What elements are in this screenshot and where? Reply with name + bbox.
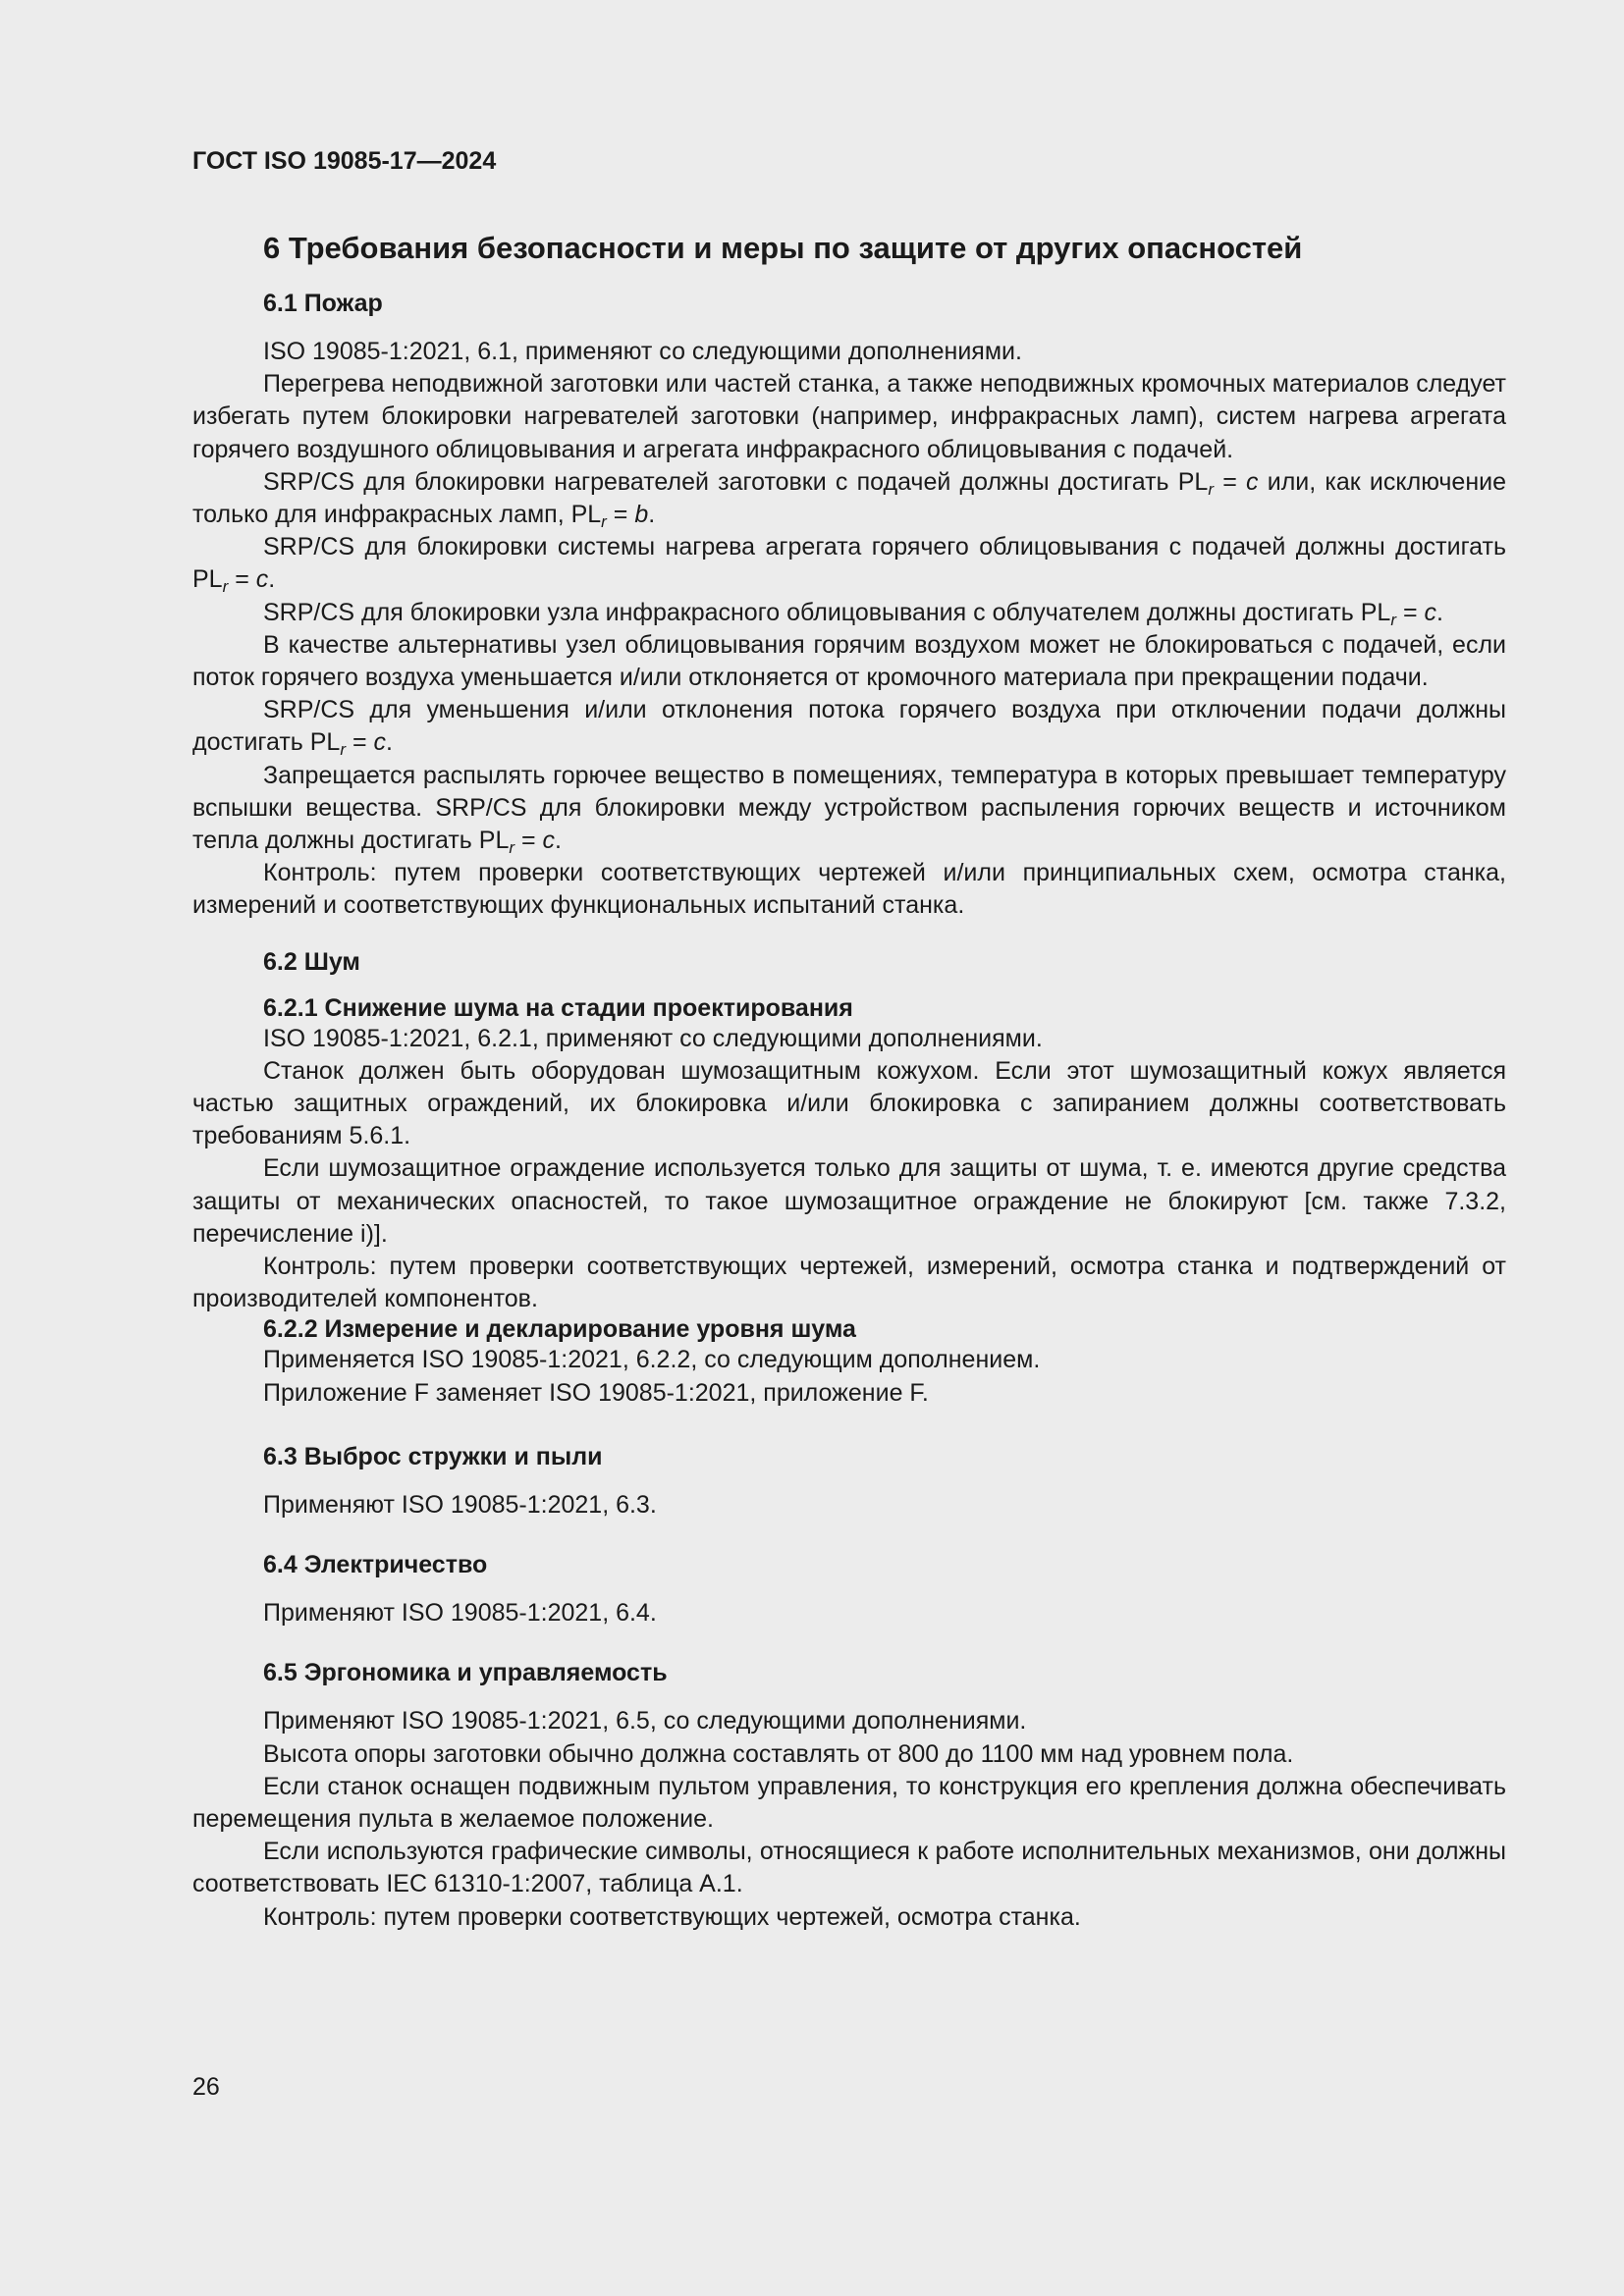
paragraph: Если шумозащитное ограждение используется только для защиты от шума, т. е. имеются другие средства защиты от механических опасностей, то такое шумозащитное ограждение не блокируют [см. также 7.3.2, перечисление i)]. xyxy=(192,1154,1506,1248)
section-6-4-heading: 6.4 Электричество xyxy=(263,1551,488,1579)
paragraph: Применяют ISO 19085-1:2021, 6.3. xyxy=(263,1490,657,1519)
paragraph: Перегрева неподвижной заготовки или частей станка, а также неподвижных кромочных материалов следует избегать путем блокировки нагревателей заготовки (например, инфракрасных ламп), систем нагрева агрегата горячего воздушного облицовывания и агрегата инфракрасного облицовывания с подачей. xyxy=(192,370,1506,463)
paragraph: Контроль: путем проверки соответствующих чертежей, осмотра станка. xyxy=(263,1902,1081,1931)
paragraph: ISO 19085-1:2021, 6.2.1, применяют со следующими дополнениями. xyxy=(263,1024,1043,1052)
paragraph: SRP/CS для блокировки системы нагрева агрегата горячего облицовывания с подачей должны достигать $PL_r = c$. xyxy=(192,533,1506,597)
paragraph: В качестве альтернативы узел облицовывания горячим воздухом может не блокироваться с подачей, если поток горячего воздуха уменьшается и/или отклоняется от кромочного материала при прекращении подачи. xyxy=(192,630,1506,692)
paragraph: SRP/CS для уменьшения и/или отклонения потока горячего воздуха при отключении подачи должны достигать $PL_r = c$. xyxy=(192,696,1506,760)
paragraph: Контроль: путем проверки соответствующих чертежей, измерений, осмотра станка и подтверждений от производителей компонентов. xyxy=(192,1253,1506,1313)
paragraph: Запрещается распылять горючее вещество в помещениях, температура в которых превышает температуру вспышки вещества. SRP/CS для блокировки между устройством распыления горючих веществ и источником тепла должны достигать $PL_r = c$. xyxy=(192,761,1506,858)
paragraph: SRP/CS для блокировки нагревателей заготовки с подачей должны достигать $PL_r = c$ или, как исключение только для инфракрасных ламп, $PL_r = b$. xyxy=(192,467,1507,532)
paragraph: Если используются графические символы, относящиеся к работе исполнительных механизмов, они должны соответствовать IEC 61310-1:2007, таблица А.1. xyxy=(192,1838,1506,1898)
paragraph: ISO 19085-1:2021, 6.1, применяют со следующими дополнениями. xyxy=(263,338,1022,365)
section-6-3-heading: 6.3 Выброс стружки и пыли xyxy=(263,1442,603,1470)
section-6-2-1-heading: 6.2.1 Снижение шума на стадии проектирования xyxy=(263,993,853,1022)
paragraph: Высота опоры заготовки обычно должна составлять от 800 до 1100 мм над уровнем пола. xyxy=(263,1739,1294,1768)
section-6-1-heading: 6.1 Пожар xyxy=(263,290,383,317)
paragraph: Если станок оснащен подвижным пультом управления, то конструкция его крепления должна обеспечивать перемещения пульта в желаемое положение. xyxy=(192,1772,1506,1833)
section-6-2-heading: 6.2 Шум xyxy=(263,947,360,976)
section-6-2-2-heading: 6.2.2 Измерение и декларирование уровня шума xyxy=(263,1315,856,1344)
section-6-heading: 6 Требования безопасности и меры по защите от других опасностей xyxy=(263,231,1303,265)
paragraph: Контроль: путем проверки соответствующих чертежей и/или принципиальных схем, осмотра станка, измерений и соответствующих функциональных испытаний станка. xyxy=(192,859,1506,920)
paragraph: SRP/CS для блокировки узла инфракрасного облицовывания с облучателем должны достигать $PL_r = c$. xyxy=(263,598,1443,629)
page-number: 26 xyxy=(192,2073,220,2101)
document-code-header: ГОСТ ISO 19085-17—2024 xyxy=(192,147,497,175)
document-page xyxy=(192,147,1506,1934)
paragraph: Применяют ISO 19085-1:2021, 6.4. xyxy=(263,1599,657,1628)
paragraph: Применяется ISO 19085-1:2021, 6.2.2, со следующим дополнением. xyxy=(263,1346,1041,1374)
section-6-5-heading: 6.5 Эргономика и управляемость xyxy=(263,1659,668,1687)
paragraph: Приложение F заменяет ISO 19085-1:2021, приложение F. xyxy=(263,1378,929,1407)
paragraph: Станок должен быть оборудован шумозащитным кожухом. Если этот шумозащитный кожух является частью защитных ограждений, их блокировка и/или блокировка с запиранием должны соответствовать требованиям 5.6.1. xyxy=(192,1056,1506,1150)
paragraph: Применяют ISO 19085-1:2021, 6.5, со следующими дополнениями. xyxy=(263,1707,1027,1735)
